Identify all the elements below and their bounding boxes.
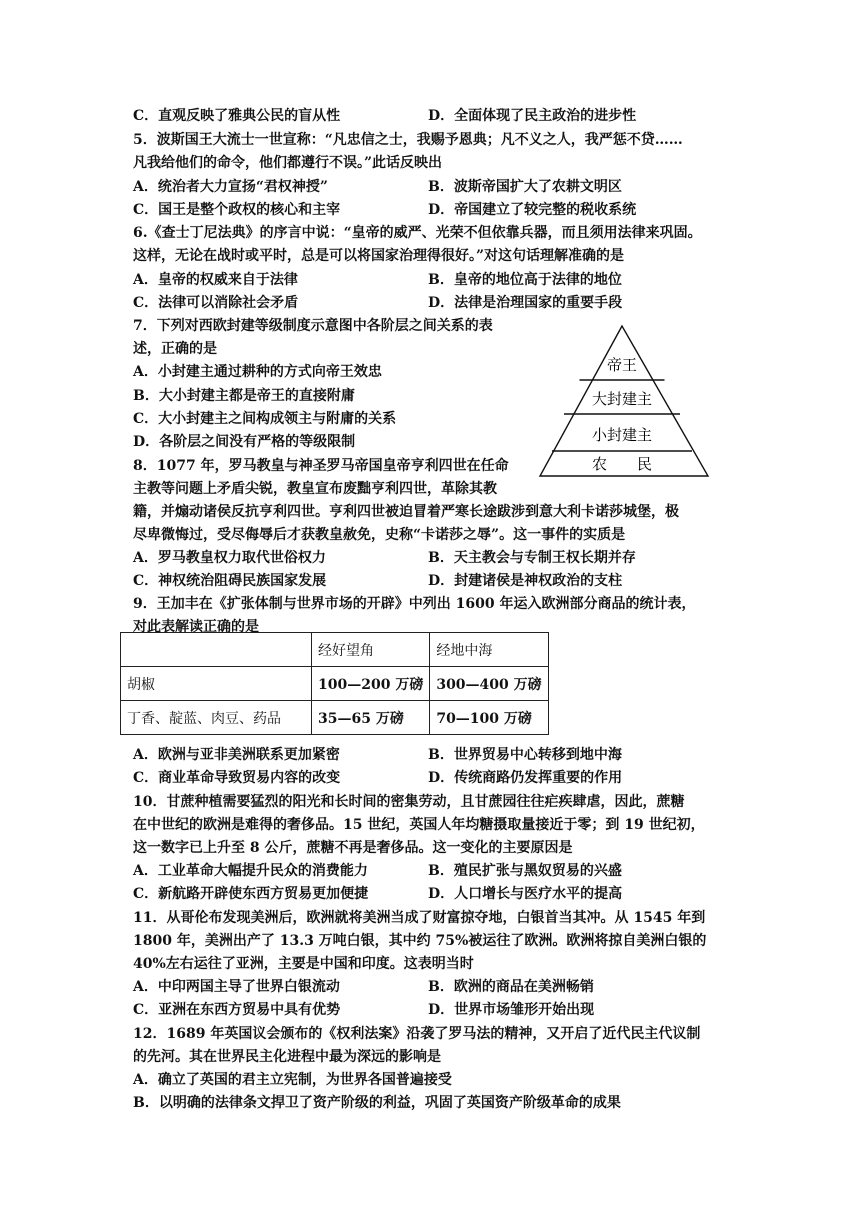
option-5c: C．国王是整个政权的核心和主宰 bbox=[133, 202, 341, 218]
question-11-text-cont-2: 40%左右运往了亚洲，主要是中国和印度。这表明当时 bbox=[133, 956, 474, 972]
table-cell: 胡椒 bbox=[121, 667, 312, 701]
question-10-text-cont-1: 在中世纪的欧洲是难得的奢侈品。15 世纪，英国人年均糖摄取量接近于零；到 19 世纪初， bbox=[133, 817, 705, 833]
table-header-row bbox=[121, 633, 549, 667]
question-10-text-cont-2: 这一数字已上升至 8 公斤，蔗糖不再是奢侈品。这一变化的主要原因是 bbox=[133, 840, 573, 856]
option-4d: D．全面体现了民主政治的进步性 bbox=[428, 108, 637, 124]
table-row bbox=[121, 667, 549, 701]
option-11d: D．世界市场雏形开始出现 bbox=[428, 1002, 595, 1018]
pyramid-level-lesser-lords: 小封建主 bbox=[591, 426, 653, 444]
option-9d: D．传统商路仍发挥重要的作用 bbox=[428, 770, 623, 786]
table-cell: 100—200 万磅 bbox=[312, 667, 430, 701]
question-10-text: 10．甘蔗种植需要猛烈的阳光和长时间的密集劳动，且甘蔗园往往疟疾肆虐，因此，蔗糖 bbox=[133, 794, 685, 810]
option-6b: B．皇帝的地位高于法律的地位 bbox=[428, 272, 622, 288]
question-8-text-cont-3: 尽卑微悔过，受尽侮辱后才获教皇赦免，史称“卡诺莎之辱”。这一事件的实质是 bbox=[133, 527, 626, 543]
question-6-text-cont: 这样，无论在战时或平时，总是可以将国家治理得很好。”对这句话理解准确的是 bbox=[133, 248, 625, 264]
pyramid-level-emperor: 帝王 bbox=[606, 356, 638, 374]
table-header-cell bbox=[121, 633, 312, 667]
option-11a: A．中印两国主导了世界白银流动 bbox=[133, 979, 340, 995]
question-12-text-cont: 的先河。其在世界民主化进程中最为深远的影响是 bbox=[133, 1049, 441, 1065]
option-8c: C．神权统治阻碍民族国家发展 bbox=[133, 573, 327, 589]
option-10a: A．工业革命大幅提升民众的消费能力 bbox=[133, 863, 368, 879]
option-8a: A．罗马教皇权力取代世俗权力 bbox=[133, 550, 326, 566]
option-7d: D．各阶层之间没有严格的等级限制 bbox=[133, 434, 356, 450]
option-7a: A．小封建主通过耕种的方式向帝王效忠 bbox=[133, 364, 382, 380]
table-cell: 丁香、靛蓝、肉豆、药品 bbox=[121, 701, 312, 735]
question-7-text: 7．下列对西欧封建等级制度示意图中各阶层之间关系的表 bbox=[133, 318, 493, 334]
option-12b: B．以明确的法律条文捍卫了资产阶级的利益，巩固了英国资产阶级革命的成果 bbox=[133, 1095, 621, 1111]
question-9-text-cont: 对此表解读正确的是 bbox=[133, 619, 259, 635]
option-10b: B．殖民扩张与黑奴贸易的兴盛 bbox=[428, 863, 622, 879]
question-11-text-cont-1: 1800 年，美洲出产了 13.3 万吨白银，其中约 75%被运往了欧洲。欧洲将掠自美洲白银的 bbox=[133, 933, 707, 949]
option-11b: B．欧洲的商品在美洲畅销 bbox=[428, 979, 594, 995]
option-8d: D．封建诸侯是神权政治的支柱 bbox=[428, 573, 623, 589]
question-8-text-cont-1: 主教等问题上矛盾尖锐，教皇宣布废黜亨利四世，革除其教 bbox=[133, 481, 497, 497]
question-11-text: 11．从哥伦布发现美洲后，欧洲就将美洲当成了财富掠夺地，白银首当其冲。从 1545 年到 bbox=[133, 910, 706, 926]
option-6d: D．法律是治理国家的重要手段 bbox=[428, 295, 623, 311]
option-4c: C．直观反映了雅典公民的盲从性 bbox=[133, 108, 341, 124]
question-5-text-cont: 凡我给他们的命令，他们都遵行不误。”此话反映出 bbox=[133, 155, 443, 171]
feudal-hierarchy-pyramid bbox=[538, 322, 710, 482]
table-cell: 35—65 万磅 bbox=[312, 701, 430, 735]
option-10d: D．人口增长与医疗水平的提高 bbox=[428, 886, 623, 902]
option-6a: A．皇帝的权威来自于法律 bbox=[133, 272, 298, 288]
question-6-text: 6.《查士丁尼法典》的序言中说：“皇帝的威严、光荣不但依靠兵器，而且须用法律来巩固。 bbox=[133, 225, 702, 241]
table-row bbox=[121, 701, 549, 735]
option-7b: B．大小封建主都是帝王的直接附庸 bbox=[133, 388, 355, 404]
option-11c: C．亚洲在东西方贸易中具有优势 bbox=[133, 1002, 341, 1018]
commodity-table bbox=[120, 632, 549, 735]
option-5d: D．帝国建立了较完整的税收系统 bbox=[428, 202, 637, 218]
option-9a: A．欧洲与亚非美洲联系更加紧密 bbox=[133, 747, 340, 763]
question-9-text: 9．王加丰在《扩张体制与世界市场的开辟》中列出 1600 年运入欧洲部分商品的统计表， bbox=[133, 596, 696, 612]
table-cell: 70—100 万磅 bbox=[430, 701, 548, 735]
question-8-text-cont-2: 籍，并煽动诸侯反抗亨利四世。亨利四世被迫冒着严寒长途跋涉到意大利卡诺莎城堡，极 bbox=[133, 504, 679, 520]
pyramid-level-great-lords: 大封建主 bbox=[591, 390, 653, 408]
option-6c: C．法律可以消除社会矛盾 bbox=[133, 295, 299, 311]
option-12a: A．确立了英国的君主立宪制，为世界各国普遍接受 bbox=[133, 1072, 452, 1088]
table-header-cell: 经好望角 bbox=[312, 633, 430, 667]
option-5a: A．统治者大力宣扬“君权神授” bbox=[133, 179, 328, 195]
option-9c: C．商业革命导致贸易内容的改变 bbox=[133, 770, 341, 786]
option-10c: C．新航路开辟使东西方贸易更加便捷 bbox=[133, 886, 369, 902]
question-12-text: 12．1689 年英国议会颁布的《权利法案》沿袭了罗马法的精神，又开启了近代民主代议制 bbox=[133, 1026, 701, 1042]
question-5-text: 5．波斯国王大流士一世宣称：“凡忠信之士，我赐予恩典；凡不义之人，我严惩不贷…… bbox=[133, 132, 683, 148]
table-cell: 300—400 万磅 bbox=[430, 667, 548, 701]
option-5b: B．波斯帝国扩大了农耕文明区 bbox=[428, 179, 622, 195]
table-header-cell: 经地中海 bbox=[430, 633, 548, 667]
question-7-text-cont: 述，正确的是 bbox=[133, 341, 217, 357]
pyramid-level-peasants: 农 民 bbox=[591, 455, 653, 473]
option-8b: B．天主教会与专制王权长期并存 bbox=[428, 550, 636, 566]
option-9b: B．世界贸易中心转移到地中海 bbox=[428, 747, 622, 763]
question-8-text: 8．1077 年，罗马教皇与神圣罗马帝国皇帝亨利四世在任命 bbox=[133, 458, 509, 474]
option-7c: C．大小封建主之间构成领主与附庸的关系 bbox=[133, 411, 397, 427]
